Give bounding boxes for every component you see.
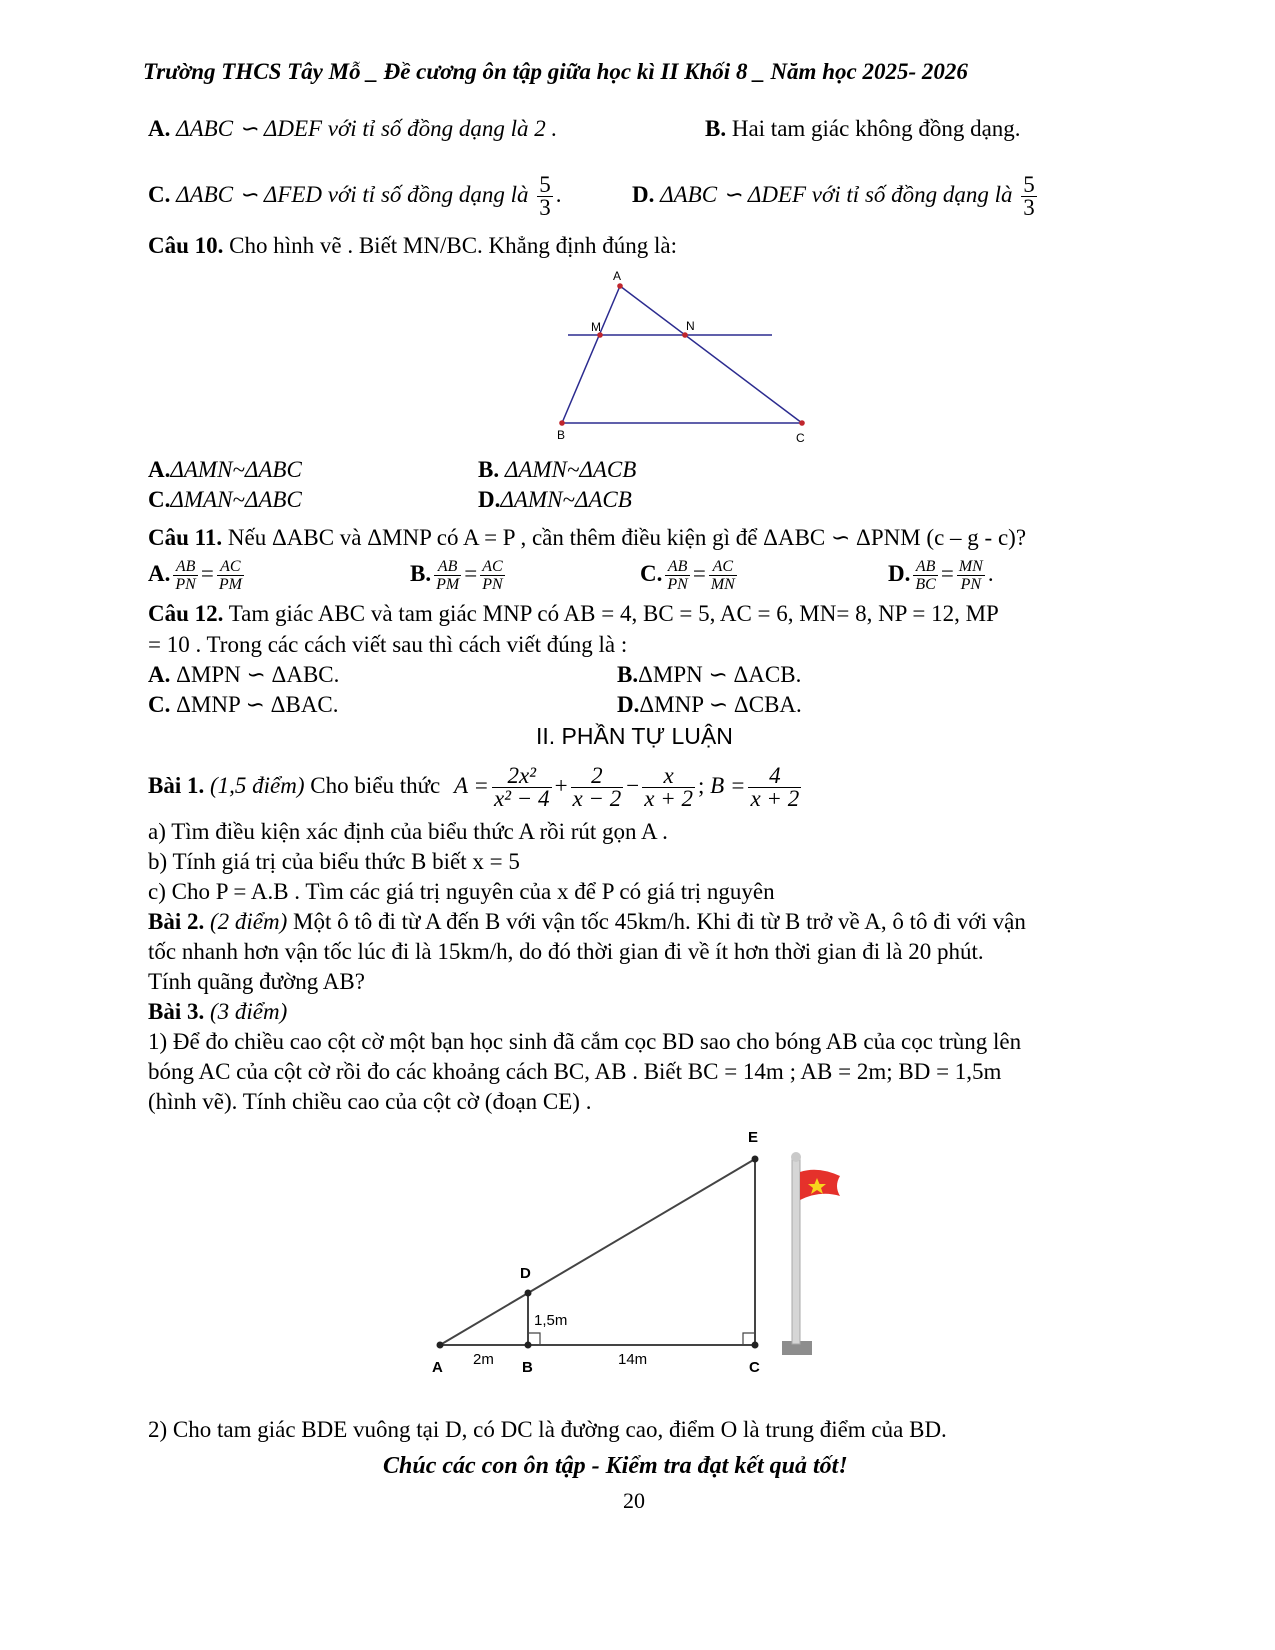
q11-stem	[148, 524, 1026, 552]
q11-option-b	[410, 558, 508, 602]
q9-b-label: B.	[705, 116, 727, 141]
closing-message: Chúc các con ôn tập - Kiểm tra đạt kết quả tốt!	[383, 1453, 848, 1479]
frac-1-num: 2x²	[507, 763, 537, 789]
frac-4	[748, 765, 801, 810]
q11-c-d2: MN	[710, 576, 735, 593]
q9-option-b	[705, 115, 1021, 143]
q11-d-end: .	[987, 560, 994, 586]
q11-a-label: A.	[148, 560, 171, 586]
op-minus: −	[626, 773, 640, 798]
pole-top	[791, 1152, 801, 1162]
label-c: C	[749, 1359, 760, 1376]
frac-2	[571, 765, 624, 810]
bai2-line-3: Tính quãng đường AB?	[148, 969, 365, 994]
q9-d-num: 5	[1023, 172, 1035, 197]
bai3-part-2: 2) Cho tam giác BDE vuông tại D, có DC là đường cao, điểm O là trung điểm của BD.	[148, 1417, 947, 1442]
pole	[792, 1158, 800, 1344]
bai1-stem	[148, 758, 804, 814]
q10-a-label: A.	[148, 457, 171, 482]
q11-title: Câu 11.	[148, 525, 223, 550]
q10-option-d	[478, 486, 632, 514]
q11-a-d2: PM	[218, 576, 242, 593]
op-plus: +	[554, 773, 568, 798]
q10-a-text: ΔAMN~ΔABC	[170, 457, 302, 482]
q12-c-text: ΔMNP ∽ ΔBAC.	[170, 692, 339, 717]
label-d: D	[520, 1265, 531, 1282]
frac-2-num: 2	[591, 763, 603, 789]
q12-option-c	[148, 691, 339, 719]
q11-c-n2: AC	[712, 558, 734, 575]
q11-c-frac1	[665, 558, 689, 593]
q11-d-n1: AB	[915, 558, 936, 575]
q10-d-label: D.	[478, 487, 501, 512]
bai2-points: (2 điểm)	[204, 909, 288, 934]
q10-title: Câu 10.	[148, 233, 224, 258]
bai3-p1-line-1: 1) Để đo chiều cao cột cờ một bạn học sinh đã cắm cọc BD sao cho bóng AB của cọc trùng lên	[148, 1029, 1022, 1054]
q10-b-label: B.	[478, 457, 505, 482]
q11-b-d1: PM	[436, 576, 460, 593]
q9-c-den: 3	[539, 195, 551, 220]
q10-b-text: ΔAMN~ΔACB	[504, 457, 637, 482]
bai3-p1-line-2: bóng AC của cột cờ rồi đo các khoảng cách BC, AB . Biết BC = 14m ; AB = 2m; BD = 1,5m	[148, 1059, 1002, 1084]
bai3-points: (3 điểm)	[204, 999, 288, 1024]
q12-b-label: B.	[617, 662, 639, 687]
q12-a-text: ΔMPN ∽ ΔABC.	[170, 662, 340, 687]
q12-d-label: D.	[617, 692, 640, 717]
q9-d-text: ΔABC ∽ ΔDEF với tỉ số đồng dạng là	[660, 181, 1013, 207]
q12-text1: Tam giác ABC và tam giác MNP có AB = 4, BC = 5, AC = 6, MN= 8, NP = 12, MP	[223, 601, 999, 626]
q12-option-a	[148, 661, 339, 689]
bai3-title: Bài 3.	[148, 999, 205, 1024]
q12-option-b	[617, 661, 801, 689]
q9-c-label: C.	[148, 181, 171, 207]
q11-b-eq: =	[464, 560, 478, 586]
label-a: A	[432, 1359, 443, 1376]
q11-a-eq: =	[200, 560, 214, 586]
bai1-part-c: c) Cho P = A.B . Tìm các giá trị nguyên của x để P có giá trị nguyên	[148, 879, 775, 904]
line-ae	[440, 1159, 755, 1345]
q11-b-n2: AC	[482, 558, 503, 575]
label-ab-length: 2m	[473, 1351, 494, 1368]
frac-4-den: x + 2	[750, 786, 800, 812]
q10-d-text: ΔAMN~ΔACB	[500, 487, 632, 512]
bai1-text: Cho biểu thức	[304, 773, 441, 798]
q9-c-text: ΔABC ∽ ΔFED với tỉ số đồng dạng là	[176, 181, 529, 207]
q11-c-d1: PN	[667, 576, 688, 593]
expr-b-label: B =	[710, 773, 746, 798]
q9-d-label: D.	[632, 181, 655, 207]
q11-b-frac2	[480, 558, 504, 593]
q11-b-d2: PN	[482, 576, 503, 593]
q10-c-label: C.	[148, 487, 171, 512]
q12-a-label: A.	[148, 662, 171, 687]
bai1-points: (1,5 điểm)	[204, 773, 305, 798]
bai2-line-2: tốc nhanh hơn vận tốc lúc đi là 15km/h, do đó thời gian đi về ít hơn thời gian đi là 20 phút.	[148, 939, 984, 964]
page-header: Trường THCS Tây Mỗ _ Đề cương ôn tập giữa học kì II Khối 8 _ Năm học 2025- 2026	[143, 59, 968, 84]
label-n: N	[686, 319, 695, 333]
q11-a-frac1	[173, 558, 197, 593]
q9-b-text: Hai tam giác không đồng dạng.	[731, 116, 1021, 141]
q11-d-n2: MN	[958, 558, 983, 575]
q9-option-a	[148, 115, 557, 143]
bai2-line-1	[148, 908, 1026, 936]
bai1-part-a: a) Tìm điều kiện xác định của biểu thức A rồi rút gọn A .	[148, 819, 668, 844]
label-a: A	[613, 269, 622, 283]
label-bc-length: 14m	[618, 1351, 648, 1368]
q10-option-b	[478, 456, 636, 484]
q11-a-frac2	[217, 558, 244, 593]
point-a	[617, 283, 623, 289]
q11-b-label: B.	[410, 560, 432, 586]
q11-d-frac1	[913, 558, 937, 593]
side-ac	[620, 286, 802, 423]
q9-option-c	[148, 174, 562, 219]
page-number: 20	[623, 1488, 645, 1513]
expr-a-label: A =	[454, 773, 489, 798]
q11-option-d	[888, 558, 994, 602]
q11-c-frac2	[709, 558, 737, 593]
q10-triangle-figure	[540, 265, 820, 450]
frac-3-num: x	[663, 763, 674, 789]
q11-b-n1: AB	[437, 558, 458, 575]
q11-d-d2: PN	[957, 575, 985, 593]
q12-d-text: ΔMNP ∽ ΔCBA.	[639, 692, 802, 717]
q11-d-label: D.	[888, 560, 911, 586]
q12-c-label: C.	[148, 692, 171, 717]
label-b: B	[522, 1359, 533, 1376]
label-b: B	[557, 428, 566, 442]
label-e: E	[748, 1129, 759, 1146]
point-b	[525, 1342, 532, 1349]
point-n	[682, 332, 688, 338]
point-b	[559, 420, 565, 426]
q9-c-end: .	[555, 181, 562, 207]
q9-c-fraction	[537, 174, 553, 219]
q9-a-label: A.	[148, 116, 171, 141]
q9-d-fraction	[1021, 174, 1037, 219]
q9-option-d	[632, 174, 1040, 219]
q12-option-d	[617, 691, 802, 719]
q11-option-c	[640, 558, 740, 602]
section-2-title: II. PHẦN TỰ LUẬN	[536, 723, 733, 749]
frac-2-den: x − 2	[572, 786, 622, 812]
label-c: C	[796, 431, 805, 445]
point-c	[752, 1342, 759, 1349]
q11-d-frac2	[957, 558, 985, 593]
q11-a-d1: PN	[175, 576, 196, 593]
q10-option-a	[148, 456, 302, 484]
q12-stem-1	[148, 600, 999, 628]
frac-1	[492, 765, 552, 810]
q11-a-n1: AB	[175, 558, 196, 575]
q11-text: Nếu ΔABC và ΔMNP có A = P , cần thêm điều kiện gì để ΔABC ∽ ΔPNM (c – g - c)?	[222, 525, 1027, 550]
q10-c-text: ΔMAN~ΔABC	[170, 487, 302, 512]
q10-text: Cho hình vẽ . Biết MN/BC. Khẳng định đúng là:	[223, 233, 678, 258]
bai3-p1-line-3: (hình vẽ). Tính chiều cao của cột cờ (đoạn CE) .	[148, 1089, 592, 1114]
bai1-part-b: b) Tính giá trị của biểu thức B biết x = 5	[148, 849, 520, 874]
q11-b-frac1	[434, 558, 461, 593]
q12-b-text: ΔMPN ∽ ΔACB.	[638, 662, 802, 687]
q10-stem	[148, 232, 677, 260]
q11-c-n1: AB	[667, 558, 688, 575]
q9-a-text: ΔABC ∽ ΔDEF với tỉ số đồng dạng là 2 .	[176, 116, 558, 141]
frac-4-num: 4	[769, 763, 781, 789]
op-sep: ;	[698, 773, 705, 798]
q11-option-a	[148, 558, 247, 602]
flagpole-figure	[420, 1120, 860, 1390]
q9-d-den: 3	[1023, 195, 1035, 220]
bai2-text1: Một ô tô đi từ A đến B với vận tốc 45km/h. Khi đi từ B trở về A, ô tô đi với vận	[287, 909, 1026, 934]
q11-c-eq: =	[692, 560, 706, 586]
point-a	[437, 1342, 444, 1349]
q9-c-num: 5	[539, 172, 551, 197]
q10-option-c	[148, 486, 302, 514]
frac-1-den: x² − 4	[493, 786, 550, 812]
point-d	[525, 1290, 532, 1297]
bai1-title: Bài 1.	[148, 773, 205, 798]
q12-title: Câu 12.	[148, 601, 224, 626]
side-ab	[562, 286, 620, 423]
bai3-heading	[148, 998, 287, 1026]
q11-d-d1: BC	[915, 576, 936, 593]
frac-3-den: x + 2	[644, 786, 693, 812]
frac-3	[642, 765, 695, 810]
label-m: M	[591, 320, 601, 334]
point-c	[799, 420, 805, 426]
q11-c-label: C.	[640, 560, 663, 586]
q11-a-n2: AC	[220, 558, 241, 575]
bai2-title: Bài 2.	[148, 909, 205, 934]
q11-d-eq: =	[940, 560, 954, 586]
label-bd-length: 1,5m	[534, 1312, 568, 1329]
point-e	[752, 1156, 759, 1163]
q12-stem-2: = 10 . Trong các cách viết sau thì cách viết đúng là :	[148, 632, 628, 657]
